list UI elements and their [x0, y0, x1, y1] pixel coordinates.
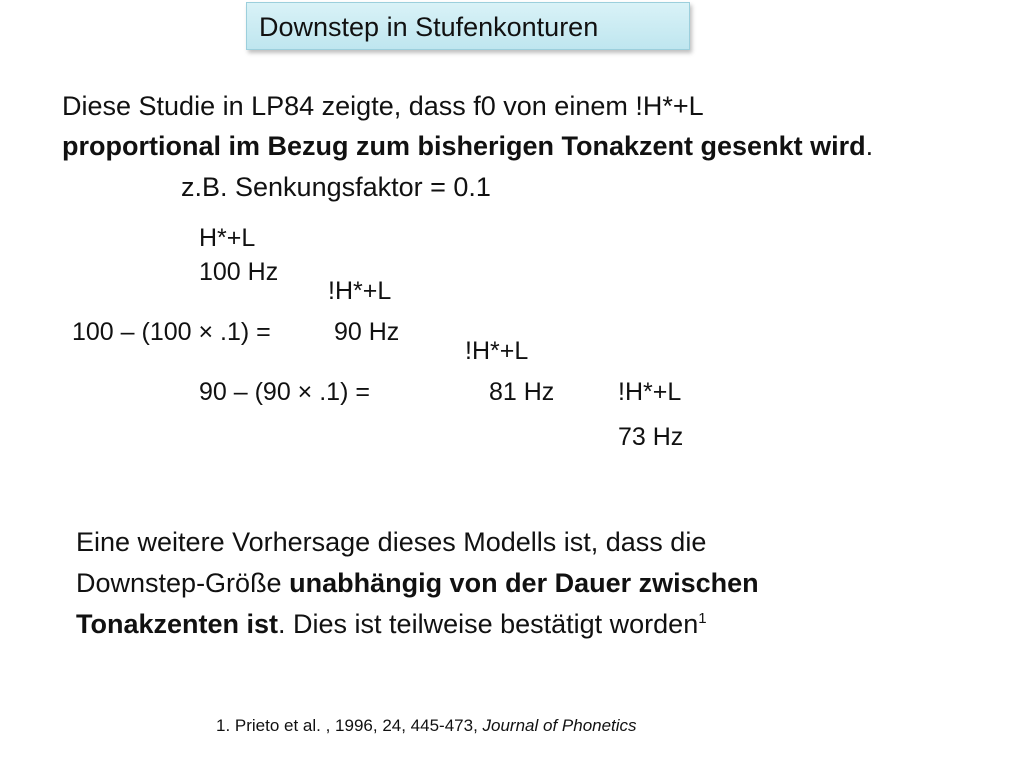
conclusion-line-3-end: . Dies ist teilweise bestätigt worden	[278, 609, 699, 639]
footnote	[216, 716, 637, 736]
accent-4-label: !H*+L	[618, 378, 682, 406]
accent-1-value: 100 Hz	[199, 258, 279, 286]
intro-line-2	[62, 126, 873, 166]
accent-4-value: 73 Hz	[618, 423, 684, 451]
accent-2-value: 90 Hz	[334, 318, 400, 346]
conclusion-paragraph	[76, 522, 759, 645]
intro-paragraph	[62, 86, 873, 166]
formula-2: 90 – (90 × .1) =	[199, 378, 370, 406]
intro-emphasis: proportional im Bezug zum bisherigen Tonakzent gesenkt wird	[62, 131, 866, 161]
conclusion-emphasis-1: unabhängig von der Dauer zwischen	[289, 568, 759, 598]
conclusion-line-2	[76, 563, 759, 604]
accent-1-label: H*+L	[199, 224, 256, 252]
formula-1: 100 – (100 × .1) =	[72, 318, 271, 346]
slide-title: Downstep in Stufenkonturen	[246, 2, 690, 50]
intro-period: .	[865, 131, 874, 161]
conclusion-line-1: Eine weitere Vorhersage dieses Modells ist, dass die	[76, 527, 707, 557]
accent-2-label: !H*+L	[328, 277, 392, 305]
accent-3-label: !H*+L	[465, 337, 529, 365]
conclusion-line-2-start: Downstep-Größe	[76, 568, 290, 598]
footnote-citation: 1. Prieto et al. , 1996, 24, 445-473,	[216, 716, 483, 735]
conclusion-emphasis-2: Tonakzenten ist	[76, 609, 279, 639]
example-factor: z.B. Senkungsfaktor = 0.1	[181, 172, 491, 202]
intro-line-1: Diese Studie in LP84 zeigte, dass f0 von einem !H*+L	[62, 91, 704, 121]
accent-3-value: 81 Hz	[489, 378, 555, 406]
footnote-journal: Journal of Phonetics	[482, 716, 637, 735]
conclusion-line-3	[76, 604, 759, 645]
footnote-marker: 1	[698, 610, 707, 627]
